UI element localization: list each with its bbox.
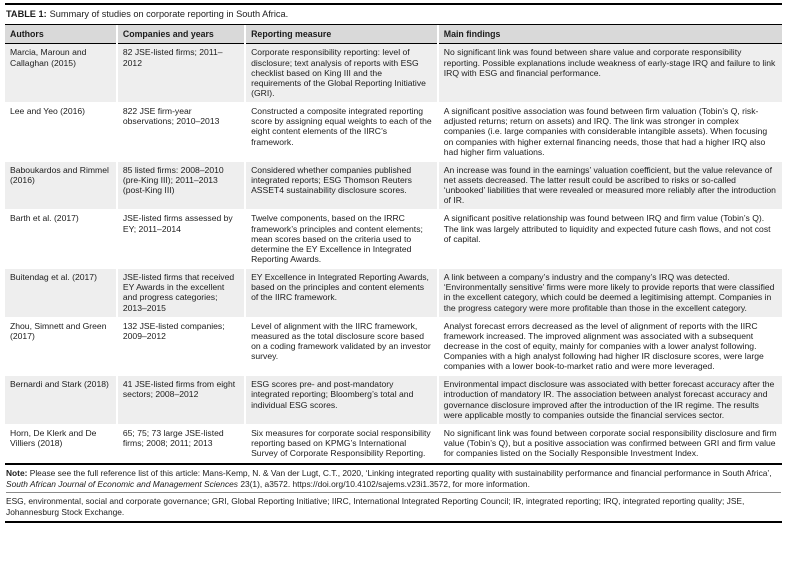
table-row xyxy=(5,103,782,162)
cell-companies: 85 listed firms: 2008–2010 (pre-King III); 2011–2013 (post-King III) xyxy=(117,161,245,210)
cell-authors: Zhou, Simnett and Green (2017) xyxy=(5,317,117,376)
cell-findings: Environmental impact disclosure was associated with better forecast accuracy after the introduction of mandatory IR. The association between analyst forecast accuracy and governance disclosure improved after the introduction of the IR regime. The results were applicable mostly to companies outside the financial services sector. xyxy=(438,376,782,425)
cell-findings: A significant positive association was found between firm valuation (Tobin’s Q, risk-adjusted returns; return on assets) and IRQ. The link was stronger in complex companies (i.e. large companies with considerable intangible assets). When focusing on companies with higher external financing needs, those that had a higher IRQ also had higher firm valuations. xyxy=(438,103,782,162)
table-row xyxy=(5,161,782,210)
cell-findings: No significant link was found between share value and corporate responsibility reporting. Possible explanations include weakness of early-stage IRQ and failure to link IRQ with ESG and financial performance. xyxy=(438,44,782,103)
cell-findings: A significant positive relationship was found between IRQ and firm value (Tobin’s Q). The link was largely attributed to liquidity and expected future cash flows, and not cost of capital. xyxy=(438,210,782,269)
cell-measure: ESG scores pre- and post-mandatory integrated reporting; Bloomberg’s total and individual ESG scores. xyxy=(245,376,438,425)
table-title xyxy=(5,3,782,25)
table-number-label: TABLE 1: xyxy=(6,9,47,19)
cell-findings: A link between a company’s industry and the company’s IRQ was detected. ‘Environmentally sensitive’ firms were more likely to provide reports that were classified in the excellent category, which could be deemed a legitimising attempt. Companies in the progress category were more profitable than those in the excellent category. xyxy=(438,269,782,318)
table-title-text: Summary of studies on corporate reporting in South Africa. xyxy=(49,9,289,19)
abbreviations-text: ESG, environmental, social and corporate governance; GRI, Global Reporting Initiative; IIRC, International Integrated Reporting Council; IR, integrated reporting; IRQ, integrated reporting quality; JSE, Johannesburg Stock Exchange. xyxy=(6,492,781,517)
cell-measure: Twelve components, based on the IRRC framework’s principles and content elements; mean scores based on the criteria used to determine the EY Excellence in Integrated Reporting Awards. xyxy=(245,210,438,269)
cell-measure: Considered whether companies published integrated reports; ESG Thomson Reuters ASSET4 sustainability disclosure scores. xyxy=(245,161,438,210)
cell-authors: Barth et al. (2017) xyxy=(5,210,117,269)
cell-measure: Corporate responsibility reporting: level of disclosure; text analysis of reports with ESG checklist based on King III and the requirements of the Global Reporting Initiative (GRI). xyxy=(245,44,438,103)
cell-findings: Analyst forecast errors decreased as the level of alignment of reports with the IIRC framework increased. The improved alignment was associated with a subsequent decrease in the cost of equity, mainly for companies with a lower analyst following. Companies with a high analyst following had higher IR disclosure scores, were large companies with a lower book-to-market ratio and were more leveraged. xyxy=(438,317,782,376)
table-row xyxy=(5,376,782,425)
cell-findings: No significant link was found between corporate social responsibility disclosure and firm value (Tobin’s Q), but a positive association was confirmed between GRI and firm value for companies listed on the Socially Responsible Investment Index. xyxy=(438,424,782,462)
cell-companies: 822 JSE firm-year observations; 2010–2013 xyxy=(117,103,245,162)
table-row xyxy=(5,210,782,269)
note-body-prefix: Please see the full reference list of this article: Mans-Kemp, N. & Van der Lugt, C.T., 2020, ‘Linking integrated reporting quality with sustainability performance and financial performance in South Africa’, xyxy=(27,468,772,479)
table-row xyxy=(5,317,782,376)
cell-companies: 41 JSE-listed firms from eight sectors; 2008–2012 xyxy=(117,376,245,425)
journal-name: South African Journal of Economic and Management Sciences xyxy=(6,478,238,489)
table-row xyxy=(5,44,782,103)
cell-authors: Buitendag et al. (2017) xyxy=(5,269,117,318)
table-body xyxy=(5,44,782,463)
studies-table xyxy=(5,25,782,463)
cell-authors: Marcia, Maroun and Callaghan (2015) xyxy=(5,44,117,103)
notes-section xyxy=(5,463,782,523)
col-header-authors: Authors xyxy=(5,25,117,44)
cell-authors: Lee and Yeo (2016) xyxy=(5,103,117,162)
note-body-suffix: 23(1), a3572. https://doi.org/10.4102/sajems.v23i1.3572, for more information. xyxy=(238,478,530,489)
col-header-measure: Reporting measure xyxy=(245,25,438,44)
cell-authors: Bernardi and Stark (2018) xyxy=(5,376,117,425)
cell-measure: Constructed a composite integrated reporting score by assigning equal weights to each of the eight content elements of the IIRC’s framework. xyxy=(245,103,438,162)
cell-measure: Level of alignment with the IIRC framework, measured as the total disclosure score based on a coding framework validated by an investor survey. xyxy=(245,317,438,376)
cell-findings: An increase was found in the earnings’ valuation coefficient, but the value relevance of net assets decreased. The latter result could be ascribed to risks or so-called ‘unbooked’ liabilities that were revealed or measured more reliably after the introduction of IR. xyxy=(438,161,782,210)
col-header-companies: Companies and years xyxy=(117,25,245,44)
cell-measure: EY Excellence in Integrated Reporting Awards, based on the principles and content elements of the IIRC framework. xyxy=(245,269,438,318)
cell-measure: Six measures for corporate social responsibility reporting based on KPMG’s International Survey of Corporate Responsibility Reporting. xyxy=(245,424,438,462)
cell-companies: 132 JSE-listed companies; 2009–2012 xyxy=(117,317,245,376)
cell-companies: JSE-listed firms that received EY Awards in the excellent and progress categories; 2013–2015 xyxy=(117,269,245,318)
header-row xyxy=(5,25,782,44)
cell-companies: 65; 75; 73 large JSE-listed firms; 2008; 2011; 2013 xyxy=(117,424,245,462)
cell-companies: JSE-listed firms assessed by EY; 2011–2014 xyxy=(117,210,245,269)
col-header-findings: Main findings xyxy=(438,25,782,44)
note-label: Note: xyxy=(6,468,28,479)
note-text xyxy=(6,468,781,492)
table-row xyxy=(5,424,782,462)
cell-authors: Horn, De Klerk and De Villiers (2018) xyxy=(5,424,117,462)
table-row xyxy=(5,269,782,318)
cell-authors: Baboukardos and Rimmel (2016) xyxy=(5,161,117,210)
cell-companies: 82 JSE-listed firms; 2011–2012 xyxy=(117,44,245,103)
